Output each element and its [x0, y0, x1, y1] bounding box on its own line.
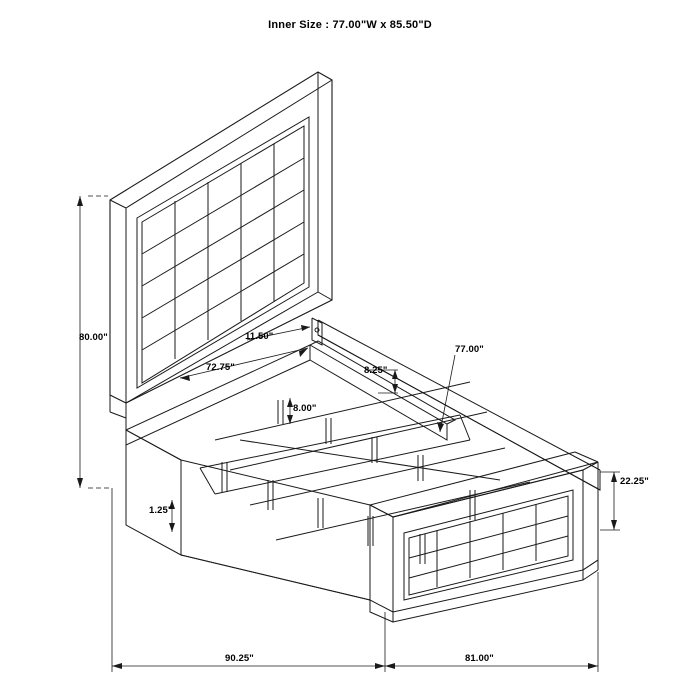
- page-title: Inner Size : 77.00"W x 85.50"D: [268, 19, 432, 31]
- dimension-label-rail-height: 8.25": [364, 365, 388, 376]
- dimension-label-headboard-panel-gap: 11.50": [245, 331, 274, 342]
- dimension-label-slat-height: 8.00": [293, 403, 317, 414]
- dimension-label-base-clearance: 1.25": [149, 505, 173, 516]
- dimension-label-footboard-height: 22.25": [620, 476, 649, 487]
- dimension-label-overall-depth: 90.25": [225, 653, 254, 664]
- dimension-label-inner-width: 77.00": [455, 344, 484, 355]
- dimension-label-headboard-width: 72.75": [206, 362, 235, 373]
- dimension-label-overall-width: 81.00": [465, 653, 494, 664]
- dimension-label-overall-height: 80.00": [79, 332, 108, 343]
